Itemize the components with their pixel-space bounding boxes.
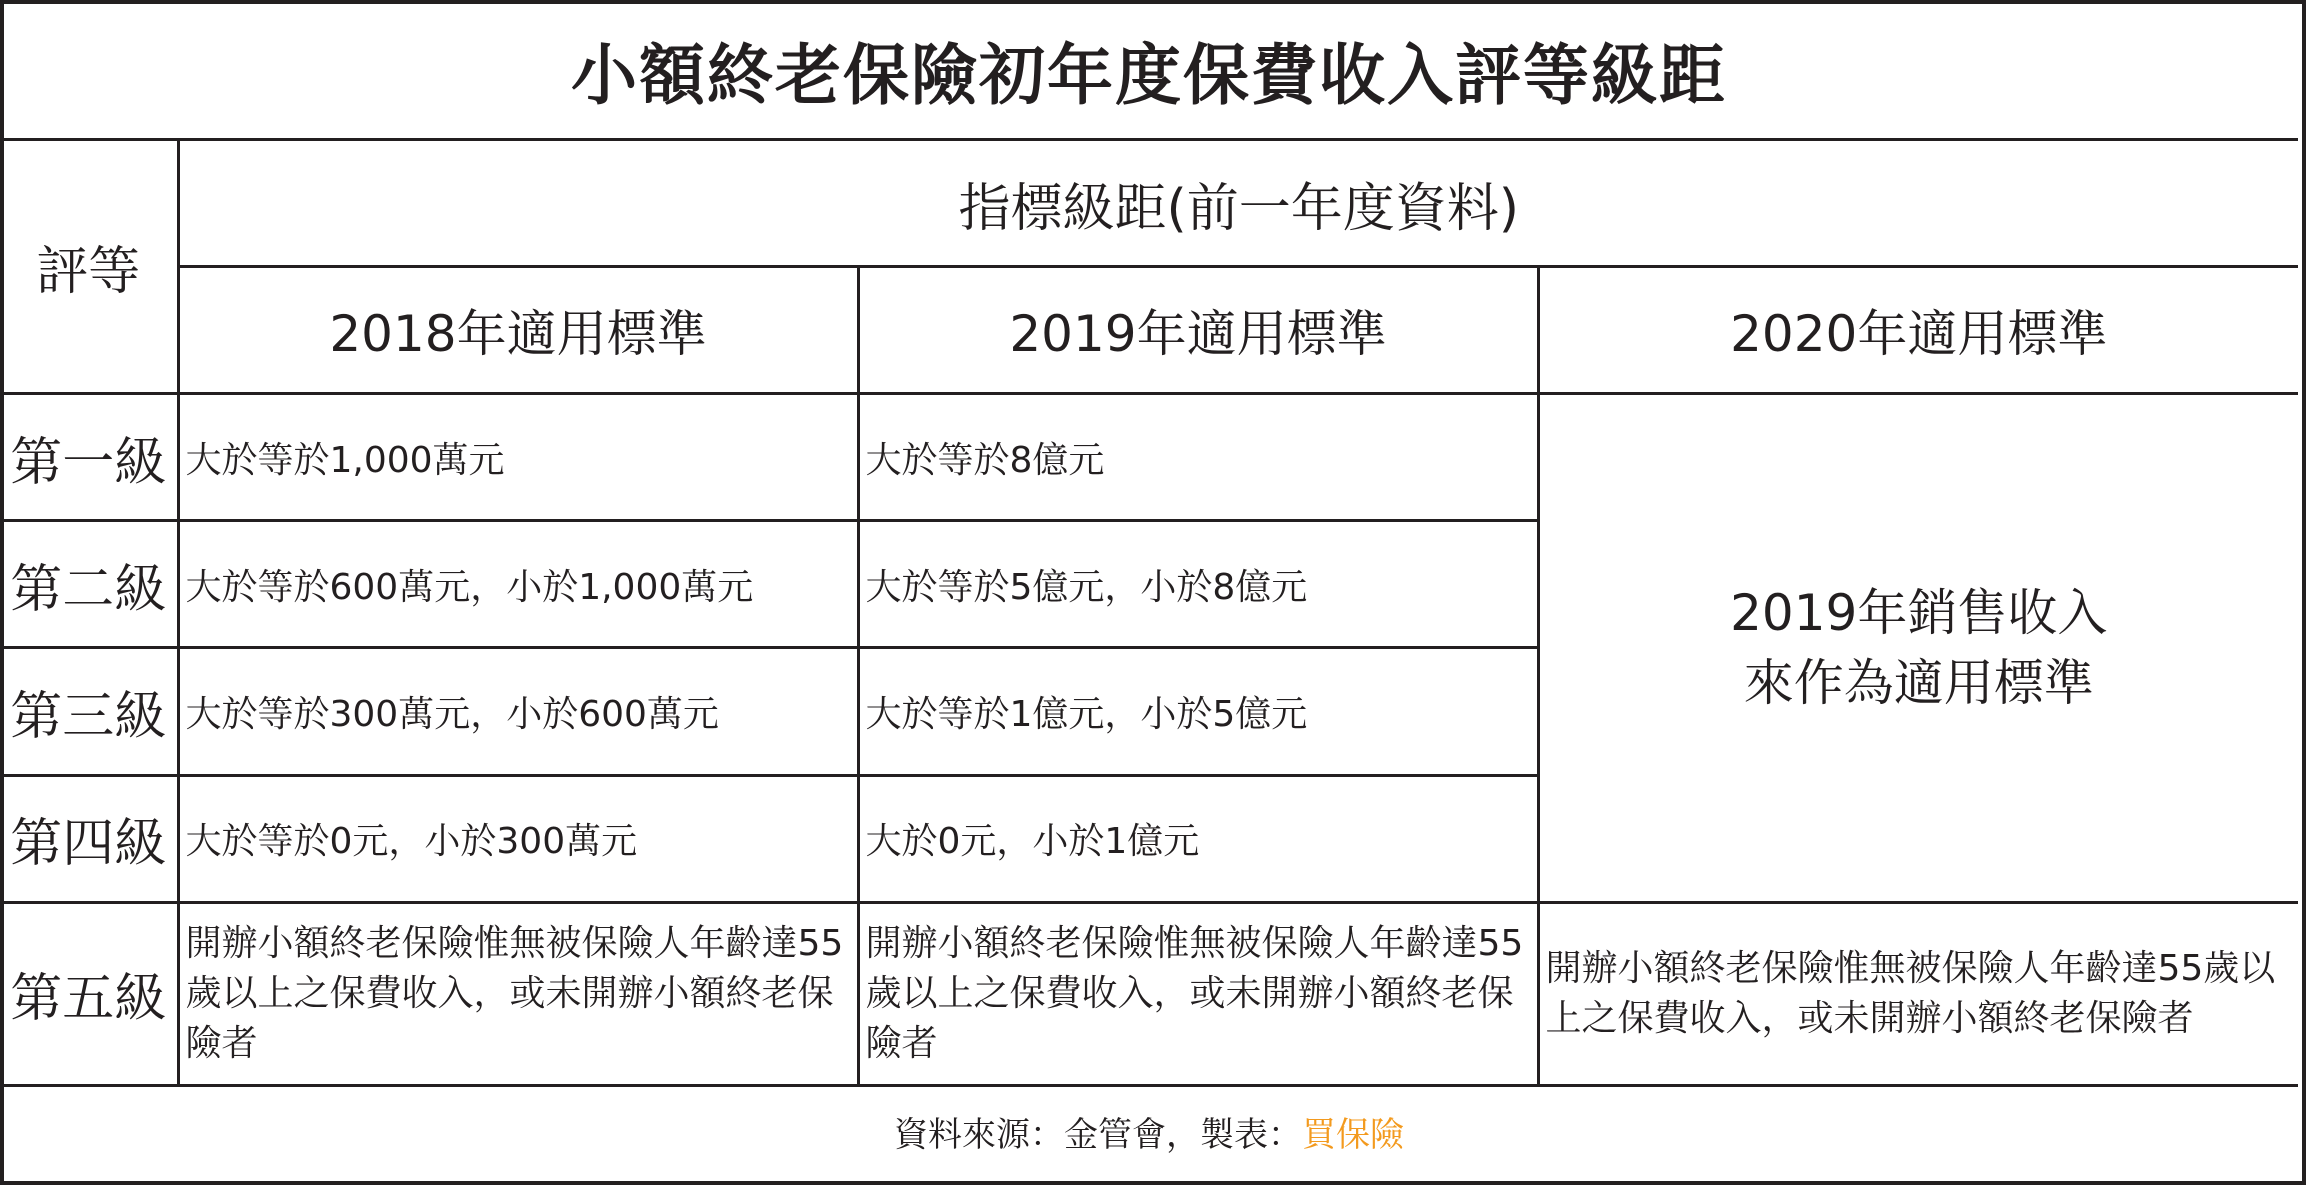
merged-2020-line1: 2019年銷售收入 [1730,583,2108,642]
cell-2019: 開辦小額終老保險惟無被保險人年齡達55歲以上之保費收入，或未開辦小額終老保險者 [858,902,1538,1085]
table-row [0,394,2298,521]
cell-2019: 大於等於5億元，小於8億元 [858,521,1538,648]
cell-2019: 大於0元，小於1億元 [858,775,1538,902]
table-row [0,902,2298,1085]
cell-2018: 大於等於600萬元，小於1,000萬元 [178,521,858,648]
grade-label: 第五級 [0,902,178,1085]
source-label: 資料來源：金管會，製表： [894,1115,1302,1156]
merged-2020-line2: 來作為適用標準 [1743,653,2094,712]
cell-2019: 大於等於1億元，小於5億元 [858,648,1538,775]
cell-2019: 大於等於8億元 [858,394,1538,521]
header-index-range: 指標級距(前一年度資料) [178,140,2298,267]
cell-2018: 大於等於0元，小於300萬元 [178,775,858,902]
grade-label: 第一級 [0,394,178,521]
cell-2018: 開辦小額終老保險惟無被保險人年齡達55歲以上之保費收入，或未開辦小額終老保險者 [178,902,858,1085]
grade-label: 第四級 [0,775,178,902]
cell-2018: 大於等於300萬元，小於600萬元 [178,648,858,775]
publisher-name: 買保險 [1302,1115,1404,1156]
header-rating: 評等 [0,140,178,394]
cell-2020: 開辦小額終老保險惟無被保險人年齡達55歲以上之保費收入，或未開辦小額終老保險者 [1538,902,2298,1085]
grade-label: 第三級 [0,648,178,775]
grade-label: 第二級 [0,521,178,648]
merged-2020-cell [1538,394,2298,902]
header-year-2020: 2020年適用標準 [1538,267,2298,394]
page-title: 小額終老保險初年度保費收入評等級距 [0,0,2298,140]
header-year-2019: 2019年適用標準 [858,267,1538,394]
header-year-2018: 2018年適用標準 [178,267,858,394]
cell-2018: 大於等於1,000萬元 [178,394,858,521]
source-footer [0,1085,2298,1177]
